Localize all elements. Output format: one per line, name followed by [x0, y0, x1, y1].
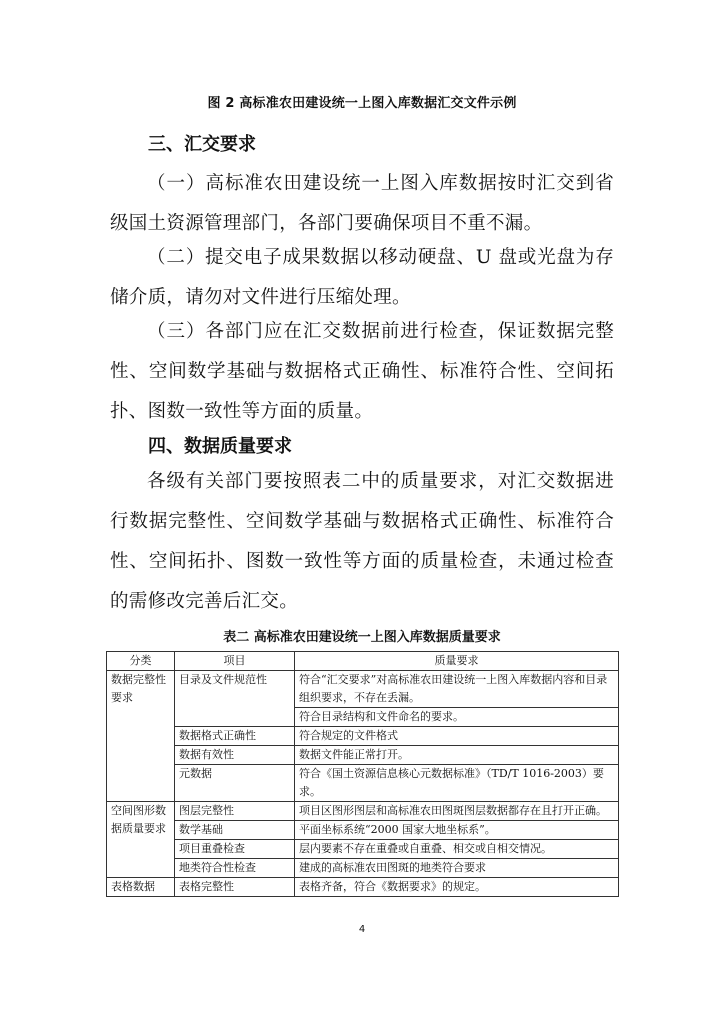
requirement-cell: 层内要素不存在重叠或自重叠、相交或自相交情况。 — [295, 840, 619, 859]
table-row — [107, 859, 619, 878]
table-row — [107, 727, 619, 746]
table-row — [107, 821, 619, 840]
header-item: 项目 — [175, 652, 295, 671]
requirement-cell: 建成的高标准农田图斑的地类符合要求 — [295, 859, 619, 878]
category-cell: 表格数据 — [107, 878, 175, 897]
requirement-cell: 项目区图形图层和高标准农田图斑图层数据都存在且打开正确。 — [295, 802, 619, 821]
requirement-cell: 符合规定的文件格式 — [295, 727, 619, 746]
requirement-cell: 数据文件能正常打开。 — [295, 746, 619, 765]
item-cell: 表格完整性 — [175, 878, 295, 897]
requirement-cell: 符合“汇交要求”对高标准农田建设统一上图入库数据内容和目录组织要求，不存在丢漏。 — [295, 671, 619, 708]
item-cell: 数据有效性 — [175, 746, 295, 765]
section-three-paragraph-2: （二）提交电子成果数据以移动硬盘、U 盘或光盘为存储介质，请勿对文件进行压缩处理。 — [110, 247, 614, 308]
header-category: 分类 — [107, 652, 175, 671]
table-row — [107, 671, 619, 708]
item-cell: 元数据 — [175, 765, 295, 802]
figure-caption: 图 2 高标准农田建设统一上图入库数据汇交文件示例 — [207, 96, 517, 111]
requirement-cell: 符合《国土资源信息核心元数据标准》（TD/T 1016-2003）要求。 — [295, 765, 619, 802]
category-cell: 空间图形数据质量要求 — [107, 802, 175, 878]
item-cell: 地类符合性检查 — [175, 859, 295, 878]
category-cell: 数据完整性要求 — [107, 671, 175, 802]
item-cell: 目录及文件规范性 — [175, 671, 295, 727]
table-row — [107, 765, 619, 802]
table-row — [107, 746, 619, 765]
section-four-heading: 四、数据质量要求 — [148, 436, 292, 457]
table-row — [107, 802, 619, 821]
table-row — [107, 878, 619, 897]
item-cell: 数学基础 — [175, 821, 295, 840]
table-caption: 表二 高标准农田建设统一上图入库数据质量要求 — [223, 630, 501, 645]
requirement-cell: 平面坐标系统“2000 国家大地坐标系”。 — [295, 821, 619, 840]
section-three-paragraph-3: （三）各部门应在汇交数据前进行检查，保证数据完整性、空间数学基础与数据格式正确性、标准符合性、空间拓扑、图数一致性等方面的质量。 — [110, 321, 614, 422]
item-cell: 数据格式正确性 — [175, 727, 295, 746]
item-cell: 项目重叠检查 — [175, 840, 295, 859]
header-requirement: 质量要求 — [295, 652, 619, 671]
section-three-heading: 三、汇交要求 — [148, 134, 256, 155]
table-header-row — [107, 652, 619, 671]
requirement-cell: 表格齐备，符合《数据要求》的规定。 — [295, 878, 619, 897]
table-row — [107, 840, 619, 859]
section-three-paragraph-1: （一）高标准农田建设统一上图入库数据按时汇交到省级国土资源管理部门，各部门要确保项目不重不漏。 — [110, 173, 614, 234]
page-number: 4 — [358, 924, 366, 935]
section-four-paragraph: 各级有关部门要按照表二中的质量要求，对汇交数据进行数据完整性、空间数学基础与数据格式正确性、标准符合性、空间拓扑、图数一致性等方面的质量检查，未通过检查的需修改完善后汇交。 — [110, 471, 614, 612]
quality-requirements-table — [106, 651, 619, 897]
requirement-cell: 符合目录结构和文件命名的要求。 — [295, 708, 619, 727]
item-cell: 图层完整性 — [175, 802, 295, 821]
